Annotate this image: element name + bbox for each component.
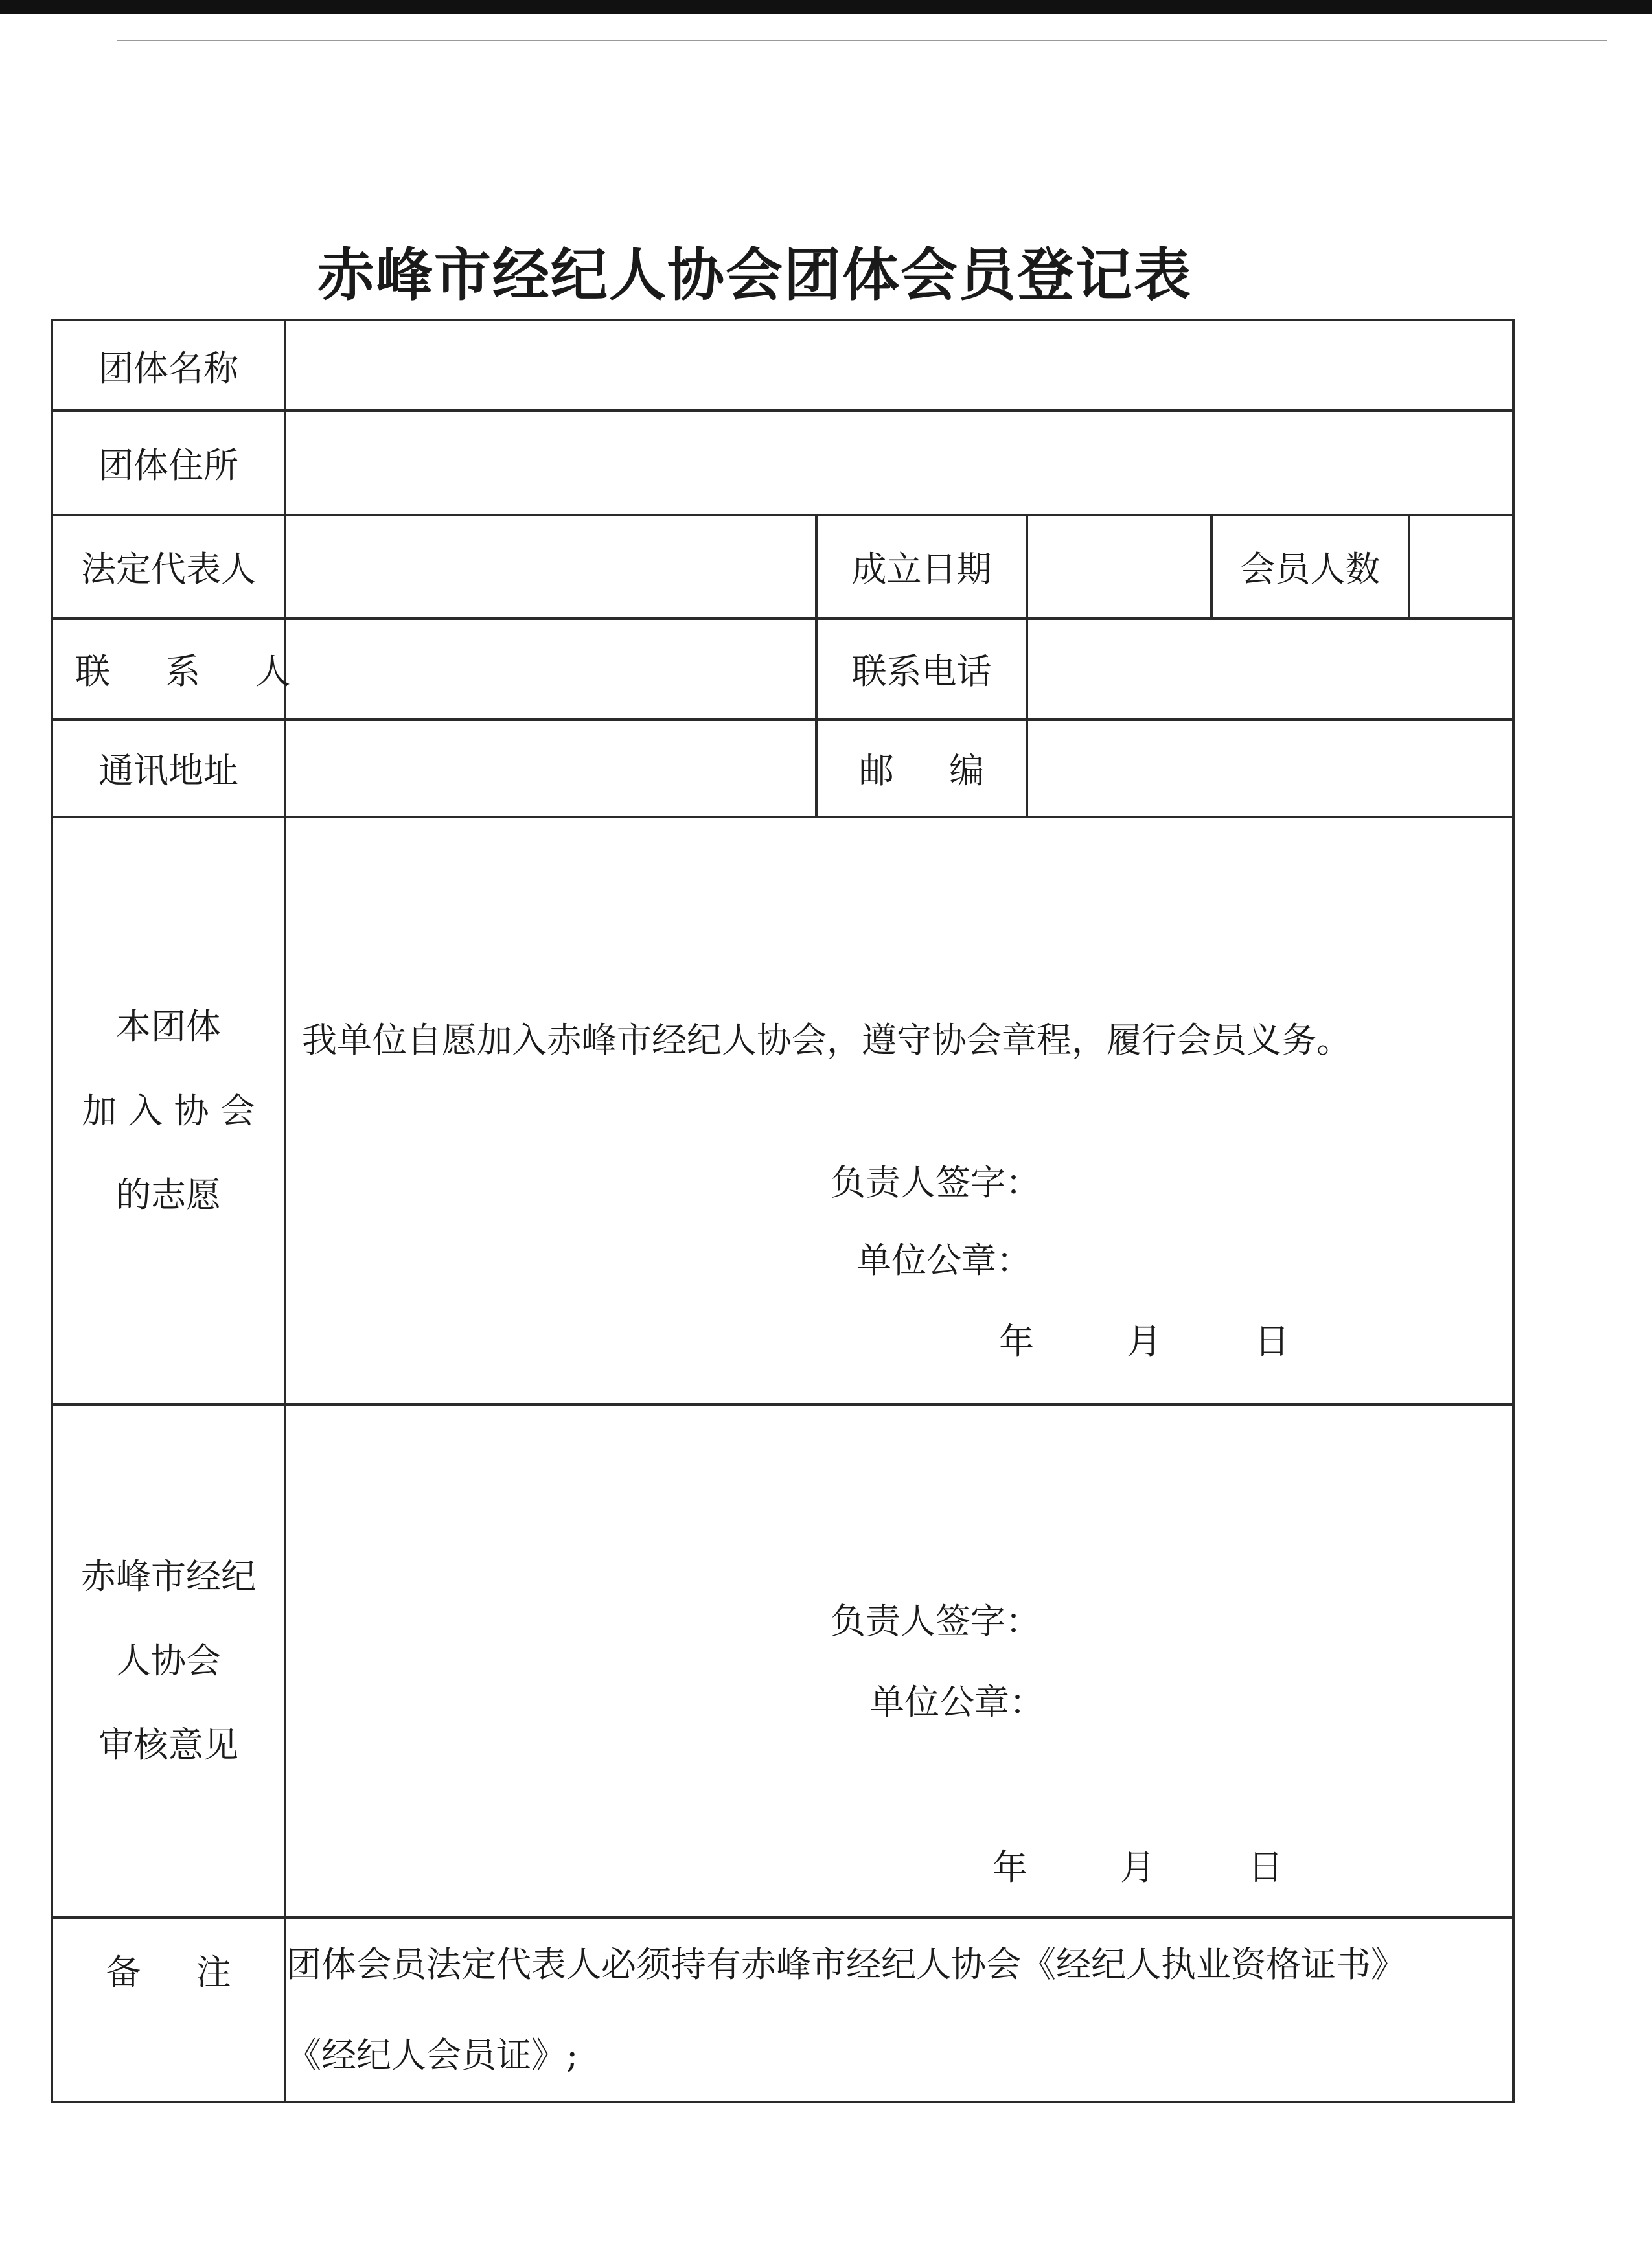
founded-date-label: 成立日期: [816, 515, 1027, 619]
legal-rep-field[interactable]: [285, 515, 816, 619]
pledge-signature-label: 负责人签字：: [831, 1162, 1040, 1203]
contact-phone-label: 联系电话: [816, 619, 1027, 719]
legal-rep-label: 法定代表人: [52, 515, 285, 619]
contact-phone-field[interactable]: [1027, 619, 1513, 719]
pledge-statement: 我单位自愿加入赤峰市经纪人协会，遵守协会章程，履行会员义务。: [302, 1019, 1351, 1060]
row-contact: [52, 619, 1513, 719]
form-title: 赤峰市经纪人协会团体会员登记表: [317, 241, 1193, 308]
contact-person-label: 联 系 人: [52, 619, 285, 719]
review-body: [285, 1404, 1513, 1918]
remarks-body: [285, 1918, 1513, 2102]
date-month: 月: [1127, 1320, 1162, 1362]
pledge-label-line: 的志愿: [116, 1174, 221, 1215]
scan-artifact-line: [117, 40, 1607, 41]
row-legal-rep: [52, 515, 1513, 619]
remarks-line: 团体会员法定代表人必须持有赤峰市经纪人协会《经纪人执业资格证书》: [286, 1943, 1406, 1985]
mail-address-label: 通讯地址: [52, 720, 285, 817]
member-count-label: 会员人数: [1211, 515, 1409, 619]
review-label-line: 审核意见: [98, 1724, 238, 1766]
review-label-line: 赤峰市经纪: [81, 1556, 256, 1598]
org-name-field[interactable]: [285, 320, 1513, 411]
org-address-field[interactable]: [285, 411, 1513, 514]
pledge-seal-label: 单位公章：: [856, 1239, 1031, 1281]
review-seal-label: 单位公章：: [869, 1682, 1044, 1723]
org-address-label: 团体住所: [52, 411, 285, 514]
contact-person-field[interactable]: [285, 619, 816, 719]
date-year: 年: [999, 1320, 1034, 1362]
review-date: [992, 1840, 1283, 1890]
pledge-label-line: 本团体: [116, 1005, 221, 1047]
scan-edge: [0, 0, 1652, 14]
postcode-field[interactable]: [1027, 720, 1513, 817]
row-remarks: [52, 1918, 1513, 2102]
pledge-label-line: 加 入 协 会: [82, 1090, 255, 1131]
row-review: [52, 1404, 1513, 1918]
date-year: 年: [992, 1847, 1027, 1888]
pledge-body: [285, 817, 1513, 1404]
remarks-label: 备 注: [52, 1918, 285, 2102]
date-day: 日: [1248, 1847, 1283, 1888]
org-name-label: 团体名称: [52, 320, 285, 411]
pledge-date: [999, 1314, 1289, 1364]
row-pledge: [52, 817, 1513, 1404]
mail-address-field[interactable]: [285, 720, 816, 817]
date-month: 月: [1120, 1847, 1156, 1888]
postcode-label: 邮 编: [816, 720, 1027, 817]
review-label-line: 人协会: [116, 1640, 221, 1682]
row-org-address: [52, 411, 1513, 514]
registration-form: [51, 319, 1515, 2103]
row-mail-address: [52, 720, 1513, 817]
row-org-name: [52, 320, 1513, 411]
review-signature-label: 负责人签字：: [831, 1601, 1040, 1642]
date-day: 日: [1254, 1320, 1290, 1362]
member-count-field[interactable]: [1409, 515, 1513, 619]
pledge-label: [52, 817, 285, 1404]
remarks-line: 《经纪人会员证》;: [286, 2034, 579, 2076]
review-label: [52, 1404, 285, 1918]
founded-date-field[interactable]: [1027, 515, 1211, 619]
